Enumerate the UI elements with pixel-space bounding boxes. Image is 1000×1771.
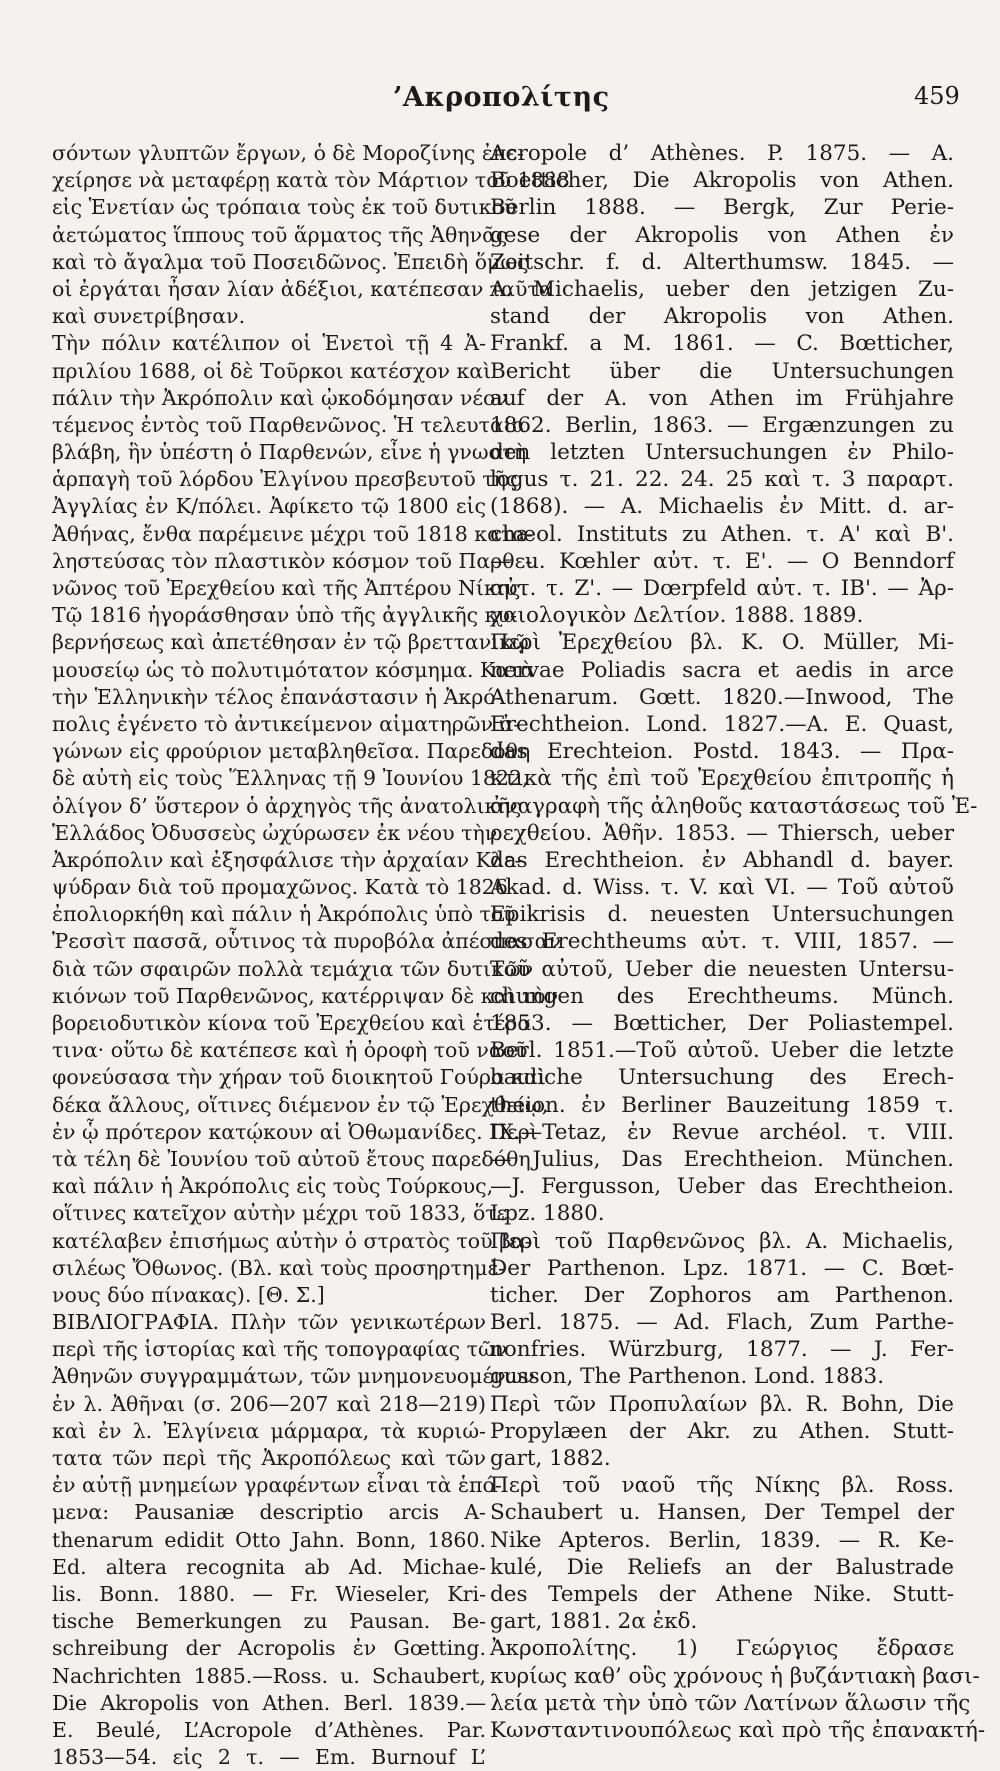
text-line: Acropole d’ Athènes. P. 1875. — A. — [490, 141, 954, 166]
text-line: 1853—54. εἰς 2 τ. — Em. Burnouf L’ — [52, 1745, 486, 1770]
text-line: μενα: Pausaniæ descriptio arcis A- — [52, 1500, 486, 1525]
text-line: IX.—Tetaz, ἐν Revue archéol. τ. VIII. — [490, 1119, 954, 1145]
text-line: stand der Akropolis von Athen. — [490, 304, 954, 330]
text-line: tische Bemerkungen zu Pausan. Be- — [52, 1609, 486, 1634]
text-line: εἰς Ἑνετίαν ὡς τρόπαια τοὺς ἐκ τοῦ δυτικοῦ — [52, 195, 517, 220]
text-line: Athenarum. Gœtt. 1820.—Inwood, The — [490, 684, 954, 710]
text-line: Περὶ τοῦ ναοῦ τῆς Νίκης βλ. Ross. — [490, 1473, 954, 1499]
right-text-column — [490, 140, 986, 1744]
text-line: διὰ τῶν σφαιρῶν πολλὰ τεμάχια τῶν δυτικῶν — [52, 956, 534, 981]
text-line: γώνων εἰς φρούριον μεταβληθεῖσα. Παρεδόθη — [52, 739, 531, 764]
text-line: Ἀγγλίας ἐν Κ/πόλει. Ἀφίκετο τῷ 1800 εἰς — [52, 494, 486, 519]
text-line: Κωνσταντινουπόλεως καὶ πρὸ τῆς ἐπανακτή- — [490, 1717, 986, 1743]
text-line: Der Parthenon. Lpz. 1871. — C. Bœt- — [490, 1255, 954, 1281]
text-line: ὀλίγον δ’ ὕστερον ὁ ἀρχηγὸς τῆς ἀνατολικῆς — [52, 793, 522, 818]
text-line: gart, 1882. — [490, 1446, 611, 1471]
text-line: lis. Bonn. 1880. — Fr. Wieseler, Kri- — [52, 1581, 486, 1606]
text-line: Ῥεσσὶτ πασσᾶ, οὗτινος τὰ πυροβόλα ἀπέσπασαν — [52, 929, 561, 954]
text-line: Die Akropolis von Athen. Berl. 1839.— — [52, 1690, 486, 1715]
text-line: δέκα ἄλλους, οἵτινες διέμενον ἐν τῷ Ἐρεχθείῳ, — [52, 1092, 549, 1117]
text-line: σιλέως Ὄθωνος. (Βλ. καὶ τοὺς προσηρτημέ- — [52, 1255, 506, 1280]
text-line: πολις ἐγένετο τὸ ἀντικείμενον αἱματηρῶν ἀ- — [52, 711, 521, 736]
text-line: nonfries. Würzburg, 1877. — J. Fer- — [490, 1337, 954, 1363]
text-line: bauliche Untersuchung des Erech- — [490, 1065, 954, 1091]
page-number: 459 — [914, 82, 960, 110]
text-line: Ἑλλάδος Ὀδυσσεὺς ὠχύρωσεν ἐκ νέου τὴν — [52, 820, 498, 845]
text-line: — u. Kœhler αὐτ. τ. Ε'. — O Benndorf — [490, 548, 954, 574]
text-line: Akad. d. Wiss. τ. V. καὶ VI. — Τοῦ αὐτοῦ — [490, 875, 954, 901]
running-head-title: ’Ακροπολίτης — [393, 82, 610, 113]
text-line: κτικὰ τῆς ἐπὶ τοῦ Ἐρεχθείου ἐπιτροπῆς ἡ — [490, 766, 954, 792]
text-line: Ἀκρόπολιν καὶ ἐξησφάλισε τὴν ἀρχαίαν Κλε- — [52, 847, 522, 872]
text-line: ἁρπαγὴ τοῦ λόρδου Ἐλγίνου πρεσβευτοῦ τῆς — [52, 467, 518, 492]
text-line: καὶ τὸ ἄγαλμα τοῦ Ποσειδῶνος. Ἐπειδὴ ὅμως — [52, 249, 529, 274]
text-line: chungen des Erechtheums. Münch. — [490, 983, 954, 1009]
text-line: βερνήσεως καὶ ἀπετέθησαν ἐν τῷ βρεττανικῷ — [52, 630, 529, 655]
text-line: Frankf. a M. 1861. — C. Bœtticher, — [490, 331, 954, 357]
text-line: schreibung der Acropolis ἐν Gœtting. — [52, 1636, 486, 1661]
text-line: καὶ πάλιν ἡ Ἀκρόπολις εἰς τοὺς Τούρκους, — [52, 1174, 494, 1199]
text-line: χείρησε νὰ μεταφέρῃ κατὰ τὸν Μάρτιον τοῦ 1888 — [52, 168, 570, 193]
text-line: Propylæen der Akr. zu Athen. Stutt- — [490, 1418, 954, 1444]
text-line: κιόνων τοῦ Παρθενῶνος, κατέρριψαν δὲ καὶ τὸν — [52, 983, 559, 1008]
text-line: οἱ ἐργάται ἦσαν λίαν ἀδέξιοι, κατέπεσαν ταῦτα — [52, 276, 553, 301]
text-line: σόντων γλυπτῶν ἔργων, ὁ δὲ Μοροζίνης ἐπε- — [52, 141, 524, 165]
text-line: Bericht über die Untersuchungen — [490, 358, 954, 384]
text-line: τὰ τέλη δὲ Ἰουνίου τοῦ αὐτοῦ ἔτους παρεδόθη — [52, 1146, 531, 1171]
text-line: ἀετώματος ἵππους τοῦ ἅρματος τῆς Ἀθηνᾶς — [52, 222, 508, 247]
text-line: A. Michaelis, ueber den jetzigen Zu- — [490, 276, 954, 302]
text-line: λεία μετὰ τὴν ὑπὸ τῶν Λατίνων ἅλωσιν τῆς — [490, 1690, 971, 1716]
text-line: thenarum edidit Otto Jahn. Bonn, 1860. — [52, 1527, 486, 1552]
text-line: Ἀθηνῶν συγγραμμάτων, τῶν μνημονευομένων — [52, 1364, 535, 1389]
text-line: τέμενος ἐντὸς τοῦ Παρθενῶνος. Ἡ τελευταία — [52, 412, 526, 437]
text-line: Erechtheion. Lond. 1827.—A. E. Quast, — [490, 711, 954, 737]
text-line: περὶ τῆς ἱστορίας καὶ τῆς τοπογραφίας τῶν — [52, 1337, 508, 1362]
text-line: des Tempels der Athene Nike. Stutt- — [490, 1581, 954, 1607]
text-line: τατα τῶν περὶ τῆς Ἀκροπόλεως καὶ τῶν — [52, 1446, 486, 1470]
text-line: Epikrisis d. neuesten Untersuchungen — [490, 902, 954, 928]
text-line: Περὶ Ἐρεχθείου βλ. K. O. Müller, Mi- — [490, 630, 954, 656]
text-line: οἵτινες κατεῖχον αὐτὴν μέχρι τοῦ 1833, ὅτε — [52, 1201, 508, 1226]
text-line: kulé, Die Reliefs an der Balustrade — [490, 1554, 954, 1580]
text-line: ρεχθείου. Ἀθῆν. 1853. — Thiersch, ueber — [490, 820, 954, 846]
text-line: gusson, The Parthenon. Lond. 1883. — [490, 1364, 885, 1390]
text-line: Ed. altera recognita ab Ad. Michae- — [52, 1554, 486, 1579]
text-line: τινα· οὕτω δὲ κατέπεσε καὶ ἡ ὀροφὴ τοῦ ναοῦ — [52, 1038, 528, 1063]
text-line: das Erechtheion. ἐν Abhandl d. bayer. — [490, 847, 954, 873]
text-line: theion. ἐν Berliner Bauzeitung 1859 τ. — [490, 1092, 954, 1118]
text-line: Berl. 1851.—Τοῦ αὐτοῦ. Ueber die letzte — [490, 1038, 954, 1064]
text-line: μουσείῳ ὡς τὸ πολυτιμότατον κόσμημα. Κατὰ — [52, 657, 535, 682]
text-line: Τὴν πόλιν κατέλιπον οἱ Ἑνετοὶ τῇ 4 Ἀ- — [52, 331, 486, 356]
text-line: νῶνος τοῦ Ἐρεχθείου καὶ τῆς Ἀπτέρου Νίκης. — [52, 576, 528, 600]
text-line: πάλιν τὴν Ἀκρόπολιν καὶ ᾠκοδόμησαν νέον — [52, 385, 508, 410]
text-line: Berlin 1888. — Bergk, Zur Perie- — [490, 195, 954, 221]
text-line: Nachrichten 1885.—Ross. u. Schaubert, — [52, 1663, 486, 1688]
text-line: (1868). — A. Michaelis ἐν Mitt. d. ar- — [490, 494, 954, 520]
text-line: ἐπολιορκήθη καὶ πάλιν ἡ Ἀκρόπολις ὑπὸ τοῦ — [52, 902, 516, 927]
text-line: Berl. 1875. — Ad. Flach, Zum Parthe- — [490, 1310, 954, 1336]
text-line: ψύδραν διὰ τοῦ προμαχῶνος. Κατὰ τὸ 1826 — [52, 875, 508, 900]
text-line: E. Beulé, L’Acropole d’Athènes. Par. — [52, 1717, 486, 1742]
text-line: χαιολογικὸν Δελτίον. 1888. 1889. — [490, 603, 864, 629]
text-line: πριλίου 1688, οἱ δὲ Τοῦρκοι κατέσχον καὶ — [52, 358, 492, 383]
text-line: κυρίως καθ’ οὓς χρόνους ἡ βυζάντιακὴ βασι- — [490, 1663, 980, 1689]
text-line: den letzten Untersuchungen ἐν Philo- — [490, 440, 954, 466]
text-line: Zeitschr. f. d. Alterthumsw. 1845. — — [490, 249, 954, 275]
text-line: 1853. — Bœtticher, Der Poliastempel. — [490, 1011, 954, 1036]
text-line: βορειοδυτικὸν κίονα τοῦ Ἐρεχθείου καὶ ἑτέρα — [52, 1011, 532, 1035]
text-line: chæol. Instituts zu Athen. τ. Α' καὶ Β'. — [490, 521, 954, 547]
text-line: Τοῦ αὐτοῦ, Ueber die neuesten Untersu- — [490, 956, 954, 982]
text-line: τὴν Ἑλληνικὴν τέλος ἐπανάστασιν ἡ Ἀκρό- — [52, 684, 503, 709]
text-line: — Julius, Das Erechtheion. München. — [490, 1146, 954, 1172]
text-line: Schaubert u. Hansen, Der Tempel der — [490, 1500, 954, 1526]
text-line: καὶ συνετρίβησαν. — [52, 304, 246, 329]
text-line: des Erechtheums αὐτ. τ. VIII, 1857. — — [490, 929, 954, 955]
text-line: νους δύο πίνακας). [Θ. Σ.] — [52, 1282, 325, 1307]
text-line: αὐτ. τ. Ζ'. — Dœrpfeld αὐτ. τ. ΙΒ'. — Ἀρ- — [490, 576, 954, 601]
text-line: κατέλαβεν ἐπισήμως αὐτὴν ὁ στρατὸς τοῦ βα- — [52, 1228, 532, 1253]
text-line: Ἀθήνας, ἔνθα παρέμεινε μέχρι τοῦ 1818 κατα- — [52, 521, 534, 546]
text-line: Περὶ τῶν Προπυλαίων βλ. R. Bohn, Die — [490, 1391, 954, 1417]
text-line: ticher. Der Zophoros am Parthenon. — [490, 1282, 954, 1308]
text-line: ληστεύσας τὸν πλαστικὸν κόσμον τοῦ Παρθε- — [52, 548, 533, 573]
text-line: ἐν αὐτῇ μνημείων γραφέντων εἶναι τὰ ἑπό- — [52, 1473, 502, 1498]
text-line: Lpz. 1880. — [490, 1201, 605, 1227]
text-line: Ἀκροπολίτης. 1) Γεώργιος ἔδρασε — [490, 1636, 954, 1662]
text-line: gese der Akropolis von Athen ἐν — [490, 222, 954, 248]
text-line: δὲ αὐτὴ εἰς τοὺς Ἕλληνας τῇ 9 Ἰουνίου 1822, — [52, 766, 529, 791]
text-line: auf der A. von Athen im Frühjahre — [490, 385, 954, 411]
text-line: ἐν λ. Ἀθῆναι (σ. 206—207 καὶ 218—219) — [52, 1391, 486, 1416]
text-line: καὶ ἐν λ. Ἐλγίνεια μάρμαρα, τὰ κυριώ- — [52, 1418, 486, 1443]
text-line: ΒΙΒΛΙΟΓΡΑΦΙΑ. Πλὴν τῶν γενικωτέρων — [52, 1310, 486, 1335]
text-line: Τῷ 1816 ἠγοράσθησαν ὑπὸ τῆς ἀγγλικῆς κυ- — [52, 603, 517, 628]
text-line: Nike Apteros. Berlin, 1839. — R. Ke- — [490, 1527, 954, 1553]
text-line: ἐν ᾧ πρότερον κατῴκουν αἱ Ὀθωμανίδες. Περὶ — [52, 1119, 538, 1144]
text-line: ἀναγραφὴ τῆς ἀληθοῦς καταστάσεως τοῦ Ἐ- — [490, 793, 978, 819]
text-line: logus τ. 21. 22. 24. 25 καὶ τ. 3 παραρτ. — [490, 467, 954, 493]
text-line: nervae Poliadis sacra et aedis in arce — [490, 657, 954, 683]
text-line: 1862. Berlin, 1863. — Ergænzungen zu — [490, 412, 954, 438]
text-line: Boetticher, Die Akropolis von Athen. — [490, 168, 954, 194]
text-line: das Erechteion. Postd. 1843. — Πρα- — [490, 739, 954, 765]
text-line: gart, 1881. 2α ἐκδ. — [490, 1609, 698, 1635]
text-line: —J. Fergusson, Ueber das Erechtheion. — [490, 1174, 954, 1200]
text-line: φονεύσασα τὴν χήραν τοῦ διοικητοῦ Γούρα καὶ — [52, 1065, 546, 1090]
text-line: βλάβη, ἣν ὑπέστη ὁ Παρθενών, εἶνε ἡ γνωστὴ — [52, 440, 527, 465]
text-line: Περὶ τοῦ Παρθενῶνος βλ. A. Michaelis, — [490, 1228, 954, 1254]
